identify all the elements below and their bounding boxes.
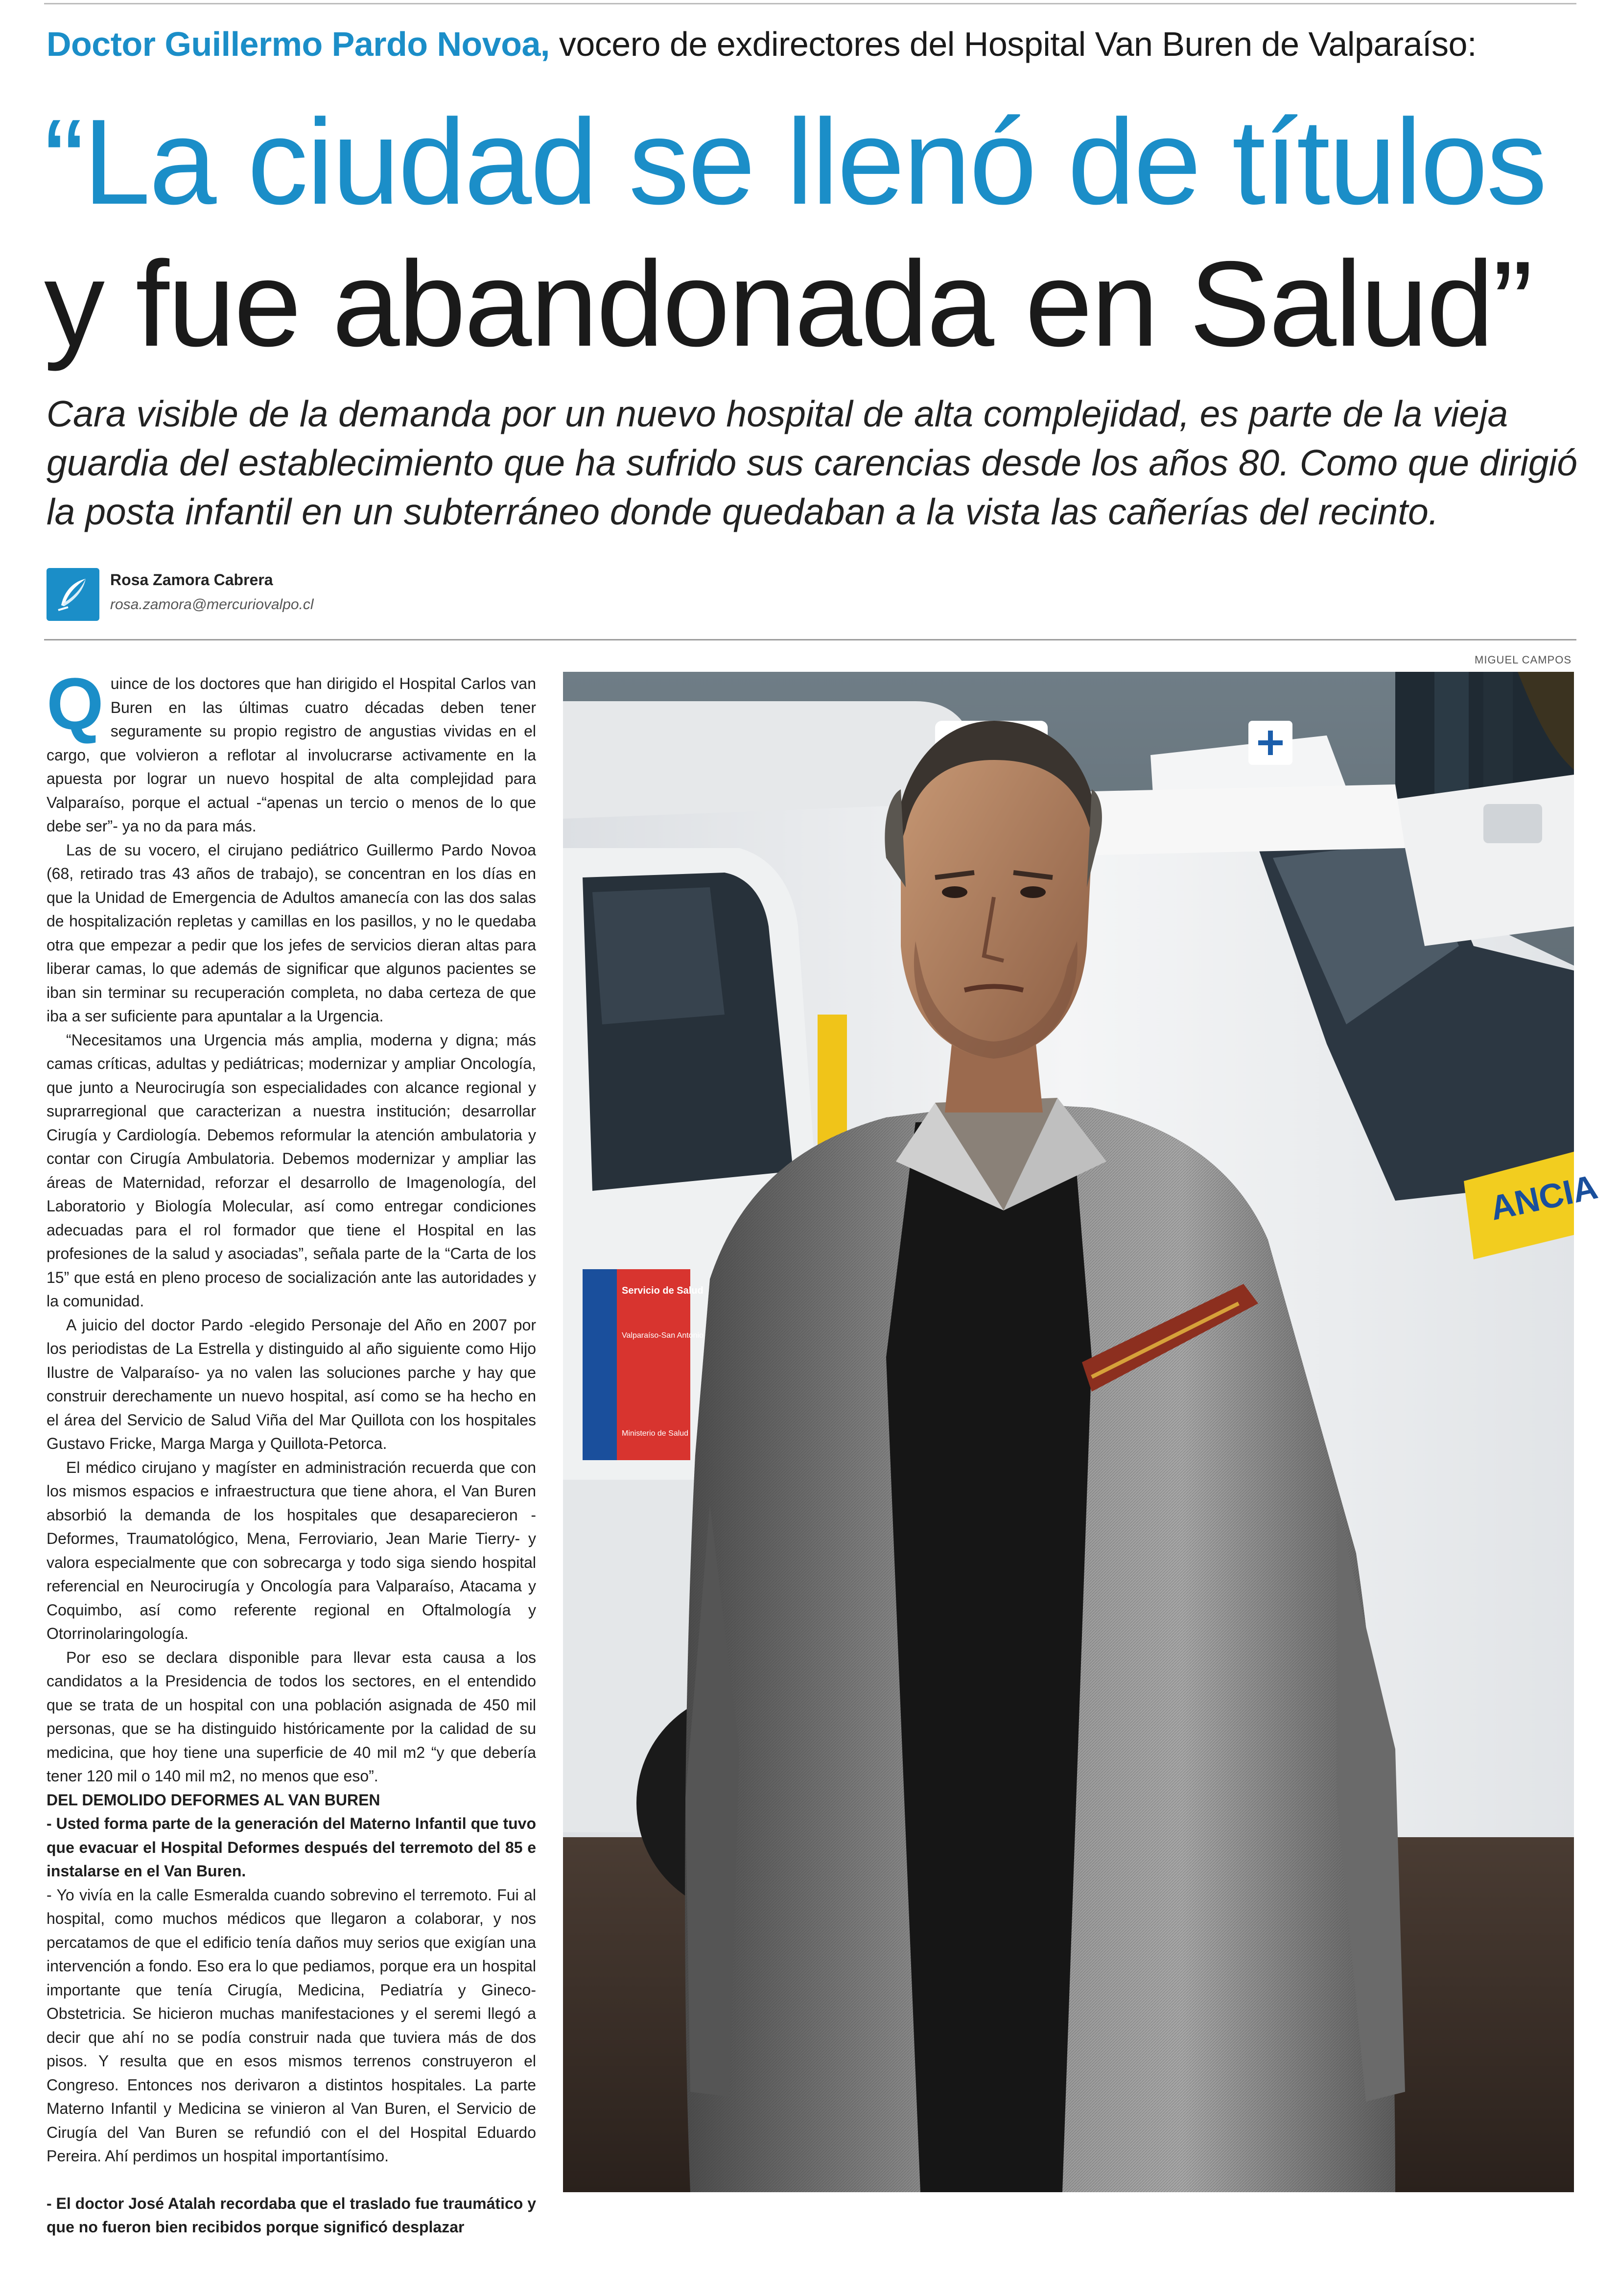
sign-ministry: Ministerio de Salud (622, 1429, 689, 1438)
article-paragraph: Por eso se declara disponible para llevar esta causa a los candidatos a la Presidencia de todos los sectores, en el entendido que se trata de un hospital con una población asignada de 450 mil personas, que se ha distinguido históricamente por la calidad de su medicina, que hoy tiene una superficie de 40 mil m2 “y que debería tener 120 mil o 140 mil m2, no menos que eso”. (47, 1648, 536, 1785)
article-body (47, 663, 536, 2239)
interview-question: - El doctor José Atalah recordaba que el traslado fue traumático y que no fueron bien recibidos porque significó desplazar (47, 2194, 536, 2236)
author-email[interactable]: rosa.zamora@mercuriovalpo.cl (110, 596, 314, 613)
headline (44, 91, 1601, 375)
top-rule (44, 3, 1576, 4)
kicker-name: Doctor Guillermo Pardo Novoa, (47, 25, 550, 63)
portrait-photo (563, 672, 1601, 2192)
section-subhead: DEL DEMOLIDO DEFORMES AL VAN BUREN (47, 1791, 380, 1809)
section-rule (44, 639, 1576, 640)
article-paragraph: Quince de los doctores que han dirigido el Hospital Carlos van Buren en las últimas cuatro décadas deben tener seguramente su propio registro de angustias vividas en el cargo, que volvieron a reflotar al involucrarse activamente en la apuesta por lograr un nuevo hospital de alta complejidad para Valparaíso, porque el actual -“apenas un tercio o menos de lo que debe ser”- ya no da para más. (47, 663, 536, 835)
sign-subtitle: Valparaíso-San Antonio (622, 1331, 704, 1340)
author-name: Rosa Zamora Cabrera (110, 571, 273, 589)
deck: Cara visible de la demanda por un nuevo hospital de alta complejidad, es parte de la vieja guardia del establecimiento que ha sufrido sus carencias desde los años 80. Como que dirigió la posta infantil en un subterráneo donde quedaban a la vista las cañerías del recinto. (47, 393, 1577, 532)
interview-question: - Usted forma parte de la generación del Materno Infantil que tuvo que evacuar el Hospital Deformes después del terremoto del 85 e instalarse en el Van Buren. (47, 1815, 536, 1880)
drop-cap: Q (47, 663, 104, 745)
interview-answer: - Yo vivía en la calle Esmeralda cuando sobrevino el terremoto. Fui al hospital, como muchos médicos que llegaron a colaborar, y nos percatamos de que el edificio tenía daños muy serios que exigían una intervención a fondo. Eso era lo que pediamos, porque era un hospital importante que tenía Cirugía, Medicina, Pediatría y Gineco-Obstetricia. Se hicieron muchas manifestaciones y el seremi llegó a decir que ahí no se podía construir nada que tuviera más de dos pisos. Y resulta que en esos mismos terrenos construyeron el Congreso. Entonces nos derivaron a distintos hospitales. La parte Materno Infantil y Medicina se vinieron al Van Buren, el Servicio de Cirugía del Van Buren se refundió con el del Hospital Eduardo Pereira. Ahí perdimos un hospital importantísimo. (47, 1886, 536, 2165)
headline-line-1: “La ciudad se llenó de títulos (44, 94, 1546, 230)
quill-icon (47, 568, 99, 621)
photo-credit: MIGUEL CAMPOS (1475, 654, 1572, 666)
article-paragraph: “Necesitamos una Urgencia más amplia, moderna y digna; más camas críticas, adultas y pediátricas; modernizar y ampliar Oncología, que junto a Neurocirugía son especialidades con alcance regional y suprarregional que caracterizan a nuestra institución; desarrollar Cirugía y Cardiología. Debemos reformular la atención ambulatoria y contar con Cirugía Ambulatoria. Debemos modernizar y ampliar las áreas de Maternidad, reforzar el desarrollo de Imagenología, del Laboratorio y Biología Molecular, así como entregar condiciones adecuadas para el rol formador que tiene el Hospital en las profesiones de la salud y asociadas”, señala parte de la “Carta de los 15” que está en pleno proceso de socialización ante las autoridades y la comunidad. (47, 1031, 536, 1310)
sign-title: Servicio de Salud (622, 1285, 704, 1296)
article-paragraph: El médico cirujano y magíster en administración recuerda que con los mismos espacios e infraestructura que tiene ahora, el Van Buren absorbió la demanda de los hospitales que desaparecieron - Deformes, Traumatológico, Mena, Ferroviario, Jean Marie Tierry- y valora especialmente que con sobrecarga y todo siga siendo hospital referencial en Neurocirugía y Oncología para Valparaíso, Atacama y Coquimbo, así como referente regional en Oftalmología y Otorrinolaringología. (47, 1458, 536, 1642)
article-paragraph: A juicio del doctor Pardo -elegido Personaje del Año en 2007 por los periodistas de La Estrella y distinguido al año siguiente como Hijo Ilustre de Valparaíso- ya no valen las soluciones parche y hay que construir derechamente un nuevo hospital, así como se ha hecho en el área del Servicio de Salud Viña del Mar Quillota con los hospitales Gustavo Fricke, Marga Marga y Quillota-Petorca. (47, 1316, 536, 1452)
kicker-description: vocero de exdirectores del Hospital Van Buren de Valparaíso: (549, 25, 1477, 63)
headline-line-2: y fue abandonada en Salud” (44, 236, 1532, 372)
byline (47, 568, 634, 627)
kicker (47, 20, 1589, 69)
article-paragraph: Las de su vocero, el cirujano pediátrico Guillermo Pardo Novoa (68, retirado tras 43 años de trabajo), se concentran en los días en que la Unidad de Emergencia de Adultos amanecía con las dos salas de hospitalización repletas y camillas en los pasillos, y no le quedaba otra que empezar a pedir que los jefes de servicios dieran altas para liberar camas, lo que además de significar que algunos pacientes se iban sin terminar su recuperación completa, no daba certeza de que iba a ser suficiente para apuntalar a la Urgencia. (47, 841, 536, 1025)
svg-text:ANCIA: ANCIA (1486, 1167, 1601, 1228)
